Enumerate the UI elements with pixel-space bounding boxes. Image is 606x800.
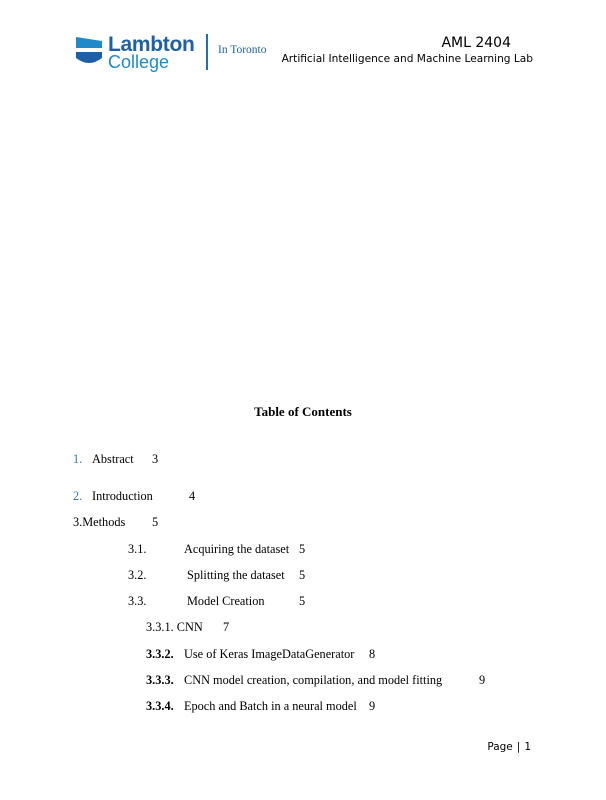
toc-label[interactable]: Abstract [92, 452, 134, 466]
toc-number: 3.3.1. [146, 620, 174, 634]
toc-label[interactable]: Introduction [92, 489, 153, 503]
toc-entry-cnn-model-creation[interactable]: CNN model creation, compilation, and model fitting [184, 673, 443, 687]
logo-text-college: College [108, 52, 170, 72]
logo-divider [206, 34, 208, 70]
footer-page-label: Page [487, 741, 513, 753]
toc-page: 5 [299, 568, 306, 582]
toc-page: 5 [299, 542, 306, 556]
toc-page: 9 [369, 699, 376, 713]
toc-label: Methods [82, 515, 126, 529]
toc-number: 3.1. [128, 542, 147, 556]
toc-number: 1. [73, 452, 83, 466]
toc-entry-splitting-dataset[interactable]: Splitting the dataset [187, 568, 285, 582]
toc-number: 3.3. [128, 594, 147, 608]
toc-entry-epoch-batch[interactable]: Epoch and Batch in a neural model [184, 699, 357, 713]
logo-mark-icon [74, 35, 104, 69]
toc-entry-cnn[interactable] [146, 620, 203, 635]
logo-city-text: In Toronto [218, 44, 267, 56]
toc-entry-model-creation[interactable]: Model Creation [187, 594, 265, 608]
course-title: Artificial Intelligence and Machine Learning Lab [281, 53, 533, 65]
toc-number: 3.3.3. [146, 673, 174, 687]
toc-entry-acquiring-dataset[interactable]: Acquiring the dataset [184, 542, 290, 556]
toc-number: 3.3.4. [146, 699, 174, 713]
toc-page: 7 [223, 620, 230, 634]
toc-page: 4 [189, 489, 196, 503]
toc-entry-keras-imagedatagenerator[interactable]: Use of Keras ImageDataGenerator [184, 647, 355, 661]
toc-number: 2. [73, 489, 83, 503]
page-footer [487, 741, 531, 753]
college-logo [74, 33, 274, 73]
toc-label: CNN [176, 620, 203, 634]
footer-page-number: 1 [524, 741, 531, 753]
toc-number: 3. [73, 515, 83, 529]
logo-text-lambton: Lambton [108, 33, 195, 56]
toc-entry-methods[interactable] [73, 515, 125, 530]
toc-page: 5 [152, 515, 159, 529]
course-code: AML 2404 [441, 35, 511, 51]
toc-page: 9 [479, 673, 486, 687]
toc-number: 3.3.2. [146, 647, 174, 661]
footer-separator: | [516, 741, 521, 753]
toc-page: 5 [299, 594, 306, 608]
toc-page: 8 [369, 647, 376, 661]
toc-number: 3.2. [128, 568, 147, 582]
toc-entry-abstract[interactable] [73, 452, 82, 467]
toc-entry-introduction[interactable] [73, 489, 82, 504]
toc-title: Table of Contents [254, 404, 352, 419]
toc-page: 3 [152, 452, 159, 466]
